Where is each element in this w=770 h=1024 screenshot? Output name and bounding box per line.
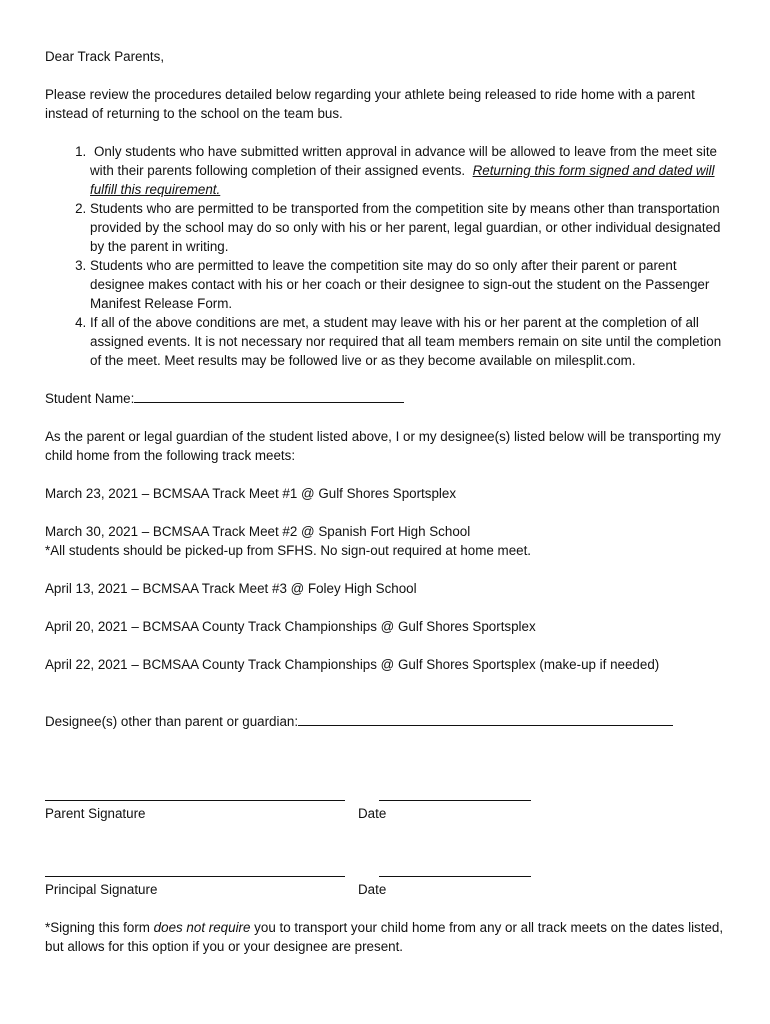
meet-4: April 20, 2021 – BCMSAA County Track Championships @ Gulf Shores Sportsplex <box>45 619 536 634</box>
procedure-list <box>45 142 730 370</box>
procedure-item-1-emphasis: Returning this form signed and dated will fulfill this requirement. <box>90 163 715 197</box>
student-name-row <box>45 389 730 408</box>
greeting: Dear Track Parents, <box>45 49 165 64</box>
procedure-item-2: 2. Students who are permitted to be transported from the competition site by means other than transportation provided by the school may do so only with his or her parent, legal guardian, or other individual designated by the parent in writing. <box>90 199 730 256</box>
parent-signature-block <box>45 800 735 840</box>
footnote <box>45 918 735 956</box>
designee-label: Designee(s) other than parent or guardian: <box>45 714 299 729</box>
principal-date-line[interactable] <box>379 876 531 877</box>
parent-signature-line[interactable] <box>45 800 345 801</box>
procedure-item-4: 4. If all of the above conditions are met, a student may leave with his or her parent at the completion of all assigned events. It is not necessary nor required that all team members remain on site until the completion of the meet. Meet results may be followed live or as they become available on milesplit.com. <box>90 313 730 370</box>
procedure-item-1 <box>90 142 730 199</box>
meet-2-group <box>45 522 730 560</box>
student-name-field[interactable] <box>134 389 404 403</box>
designee-field[interactable] <box>298 712 673 726</box>
intro-paragraph: Please review the procedures detailed below regarding your athlete being released to ride home with a parent instead of returning to the school on the team bus. <box>45 87 695 121</box>
procedure-item-3: 3. Students who are permitted to leave the competition site may do so only after their parent or parent designee makes contact with his or her coach or their designee to sign-out the student on the Passenger Manifest Release Form. <box>90 256 730 313</box>
meet-3: April 13, 2021 – BCMSAA Track Meet #3 @ Foley High School <box>45 581 417 596</box>
letter-body <box>45 47 730 731</box>
principal-signature-block <box>45 876 735 916</box>
designee-row <box>45 712 730 731</box>
meet-1: March 23, 2021 – BCMSAA Track Meet #1 @ Gulf Shores Sportsplex <box>45 486 457 501</box>
meet-2: March 30, 2021 – BCMSAA Track Meet #2 @ Spanish Fort High School <box>45 524 471 539</box>
parent-date-label: Date <box>358 806 387 821</box>
principal-date-label: Date <box>358 882 387 897</box>
principal-signature-label: Principal Signature <box>45 882 158 897</box>
procedure-item-1-text: Only students who have submitted written approval in advance will be allowed to leave from the meet site with their parents following completion of their assigned events. <box>90 144 717 178</box>
principal-signature-line[interactable] <box>45 876 345 877</box>
parent-date-line[interactable] <box>379 800 531 801</box>
guardian-statement: As the parent or legal guardian of the student listed above, I or my designee(s) listed below will be transporting my child home from the following track meets: <box>45 429 721 463</box>
student-name-label: Student Name: <box>45 391 135 406</box>
meet-5: April 22, 2021 – BCMSAA County Track Championships @ Gulf Shores Sportsplex (make-up if needed) <box>45 657 660 672</box>
footnote-part-2: you to transport your child home from any or all track meets on the dates listed, but allows for this option if you or your designee are present. <box>45 920 724 954</box>
footnote-part-1: *Signing this form <box>45 920 154 935</box>
meet-2-note: *All students should be picked-up from SFHS. No sign-out required at home meet. <box>45 543 532 558</box>
parent-signature-label: Parent Signature <box>45 806 146 821</box>
footnote-emphasis: does not require <box>153 920 251 935</box>
